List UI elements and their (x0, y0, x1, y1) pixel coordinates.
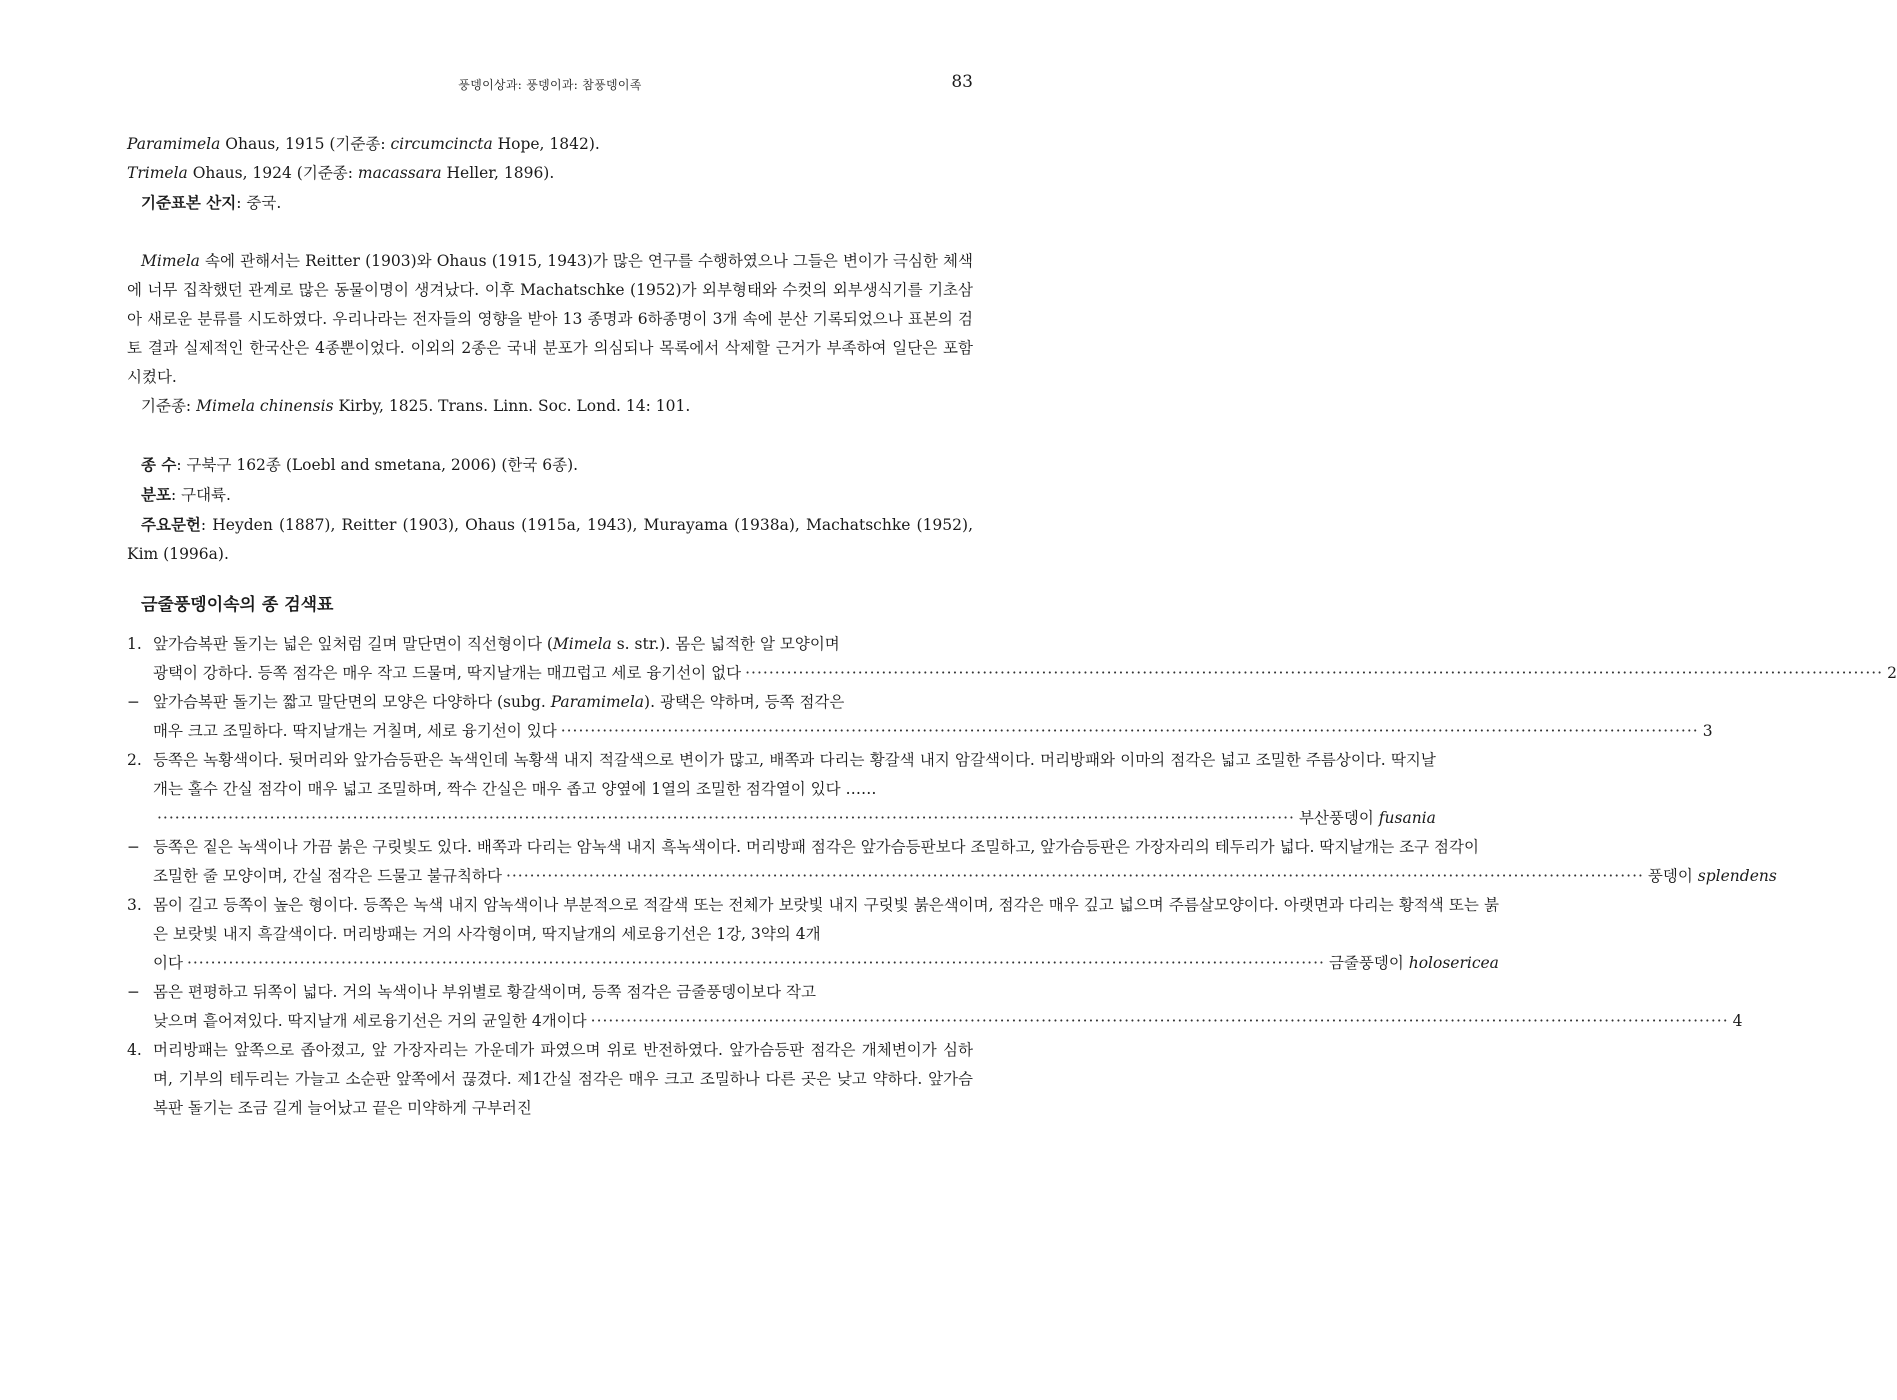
leader-line: 조밀한 줄 모양이며, 간실 점각은 드물고 불규칙하다 ····· 풍뎅이 splendens (153, 862, 1777, 891)
leader-line: 이다 ····· 금줄풍뎅이 holosericea (153, 949, 1499, 978)
type-species: 기준종: Mimela chinensis Kirby, 1825. Trans. Linn. Soc. Lond. 14: 101. (141, 397, 691, 415)
couplet-text: 등쪽은 짙은 녹색이나 가끔 붉은 구릿빛도 있다. 배쪽과 다리는 암녹색 내지 흑녹색이다. 머리방패 점각은 앞가슴등판보다 조밀하고, 앞가슴등판은 가장자리의 테두리가 넓다. 딱지날개는 조구 점각이 조밀한 줄 모양이며, 간실 점각은 드물고 불규칙하다 ····· 풍뎅이 splendens (153, 833, 1777, 891)
couplet-number: − (127, 693, 140, 711)
couplet-text: 몸이 길고 등쪽이 높은 형이다. 등쪽은 녹색 내지 암녹색이나 부분적으로 적갈색 또는 전체가 보랏빛 내지 구릿빛 붉은색이며, 점각은 매우 깊고 넓으며 주름살모양이다. 아랫면과 다리는 황적색 또는 붉은 보랏빛 내지 흑갈색이다. 머리방패는 거의 사각형이며, 딱지날개의 세로융기선은 1강, 3약의 4개 이다 ····· 금줄풍뎅이 holosericea (153, 891, 1499, 978)
synonym-line: Paramimela Ohaus, 1915 (기준종: circumcincta Hope, 1842). (127, 135, 600, 153)
intro-paragraph: Mimela 속에 관해서는 Reitter (1903)와 Ohaus (1915, 1943)가 많은 연구를 수행하였으나 그들은 변이가 극심한 체색에 너무 집착했던 관계로 많은 동물이명이 생겨났다. 이후 Machatschke (1952)가 외부형태와 수컷의 외부생식기를 기초삼아 새로운 분류를 시도하였다. 우리나라는 전자들의 영향을 받아 13 종명과 6하종명이 3개 속에 분산 기록되었으나 표본의 검토 결과 실제적인 한국산은 4종뿐이었다. 이외의 2종은 국내 분포가 의심되나 목록에서 삭제할 근거가 부족하여 일단은 포함시켰다. (127, 252, 973, 386)
dot-leader (506, 862, 1644, 891)
page-number: 83 (951, 72, 973, 92)
couplet-number: 4. (127, 1041, 142, 1059)
references: 주요문헌: Heyden (1887), Reitter (1903), Ohaus (1915a, 1943), Murayama (1938a), Machatschke (1952), Kim (1996a). (127, 515, 973, 563)
couplet-number: 1. (127, 635, 142, 653)
key-couplet (127, 891, 1499, 978)
type-locality: 기준표본 산지: 중국. (141, 193, 282, 212)
dot-leader (591, 1007, 1729, 1036)
dot-leader (561, 717, 1699, 746)
couplet-number: − (127, 983, 140, 1001)
page-body (127, 130, 1897, 1123)
couplet-target: 금줄풍뎅이 holosericea (1328, 954, 1499, 972)
key-couplet (127, 833, 1777, 891)
leader-line: 낮으며 흩어져있다. 딱지날개 세로융기선은 거의 균일한 4개이다 ····· 4 (153, 1007, 1743, 1036)
key-couplet (127, 630, 1897, 688)
couplet-target: 부산풍뎅이 fusania (1298, 809, 1436, 827)
distribution: 분포: 구대륙. (141, 485, 231, 504)
species-count: 종 수: 구북구 162종 (Loebl and smetana, 2006) (한국 6종). (141, 455, 579, 474)
couplet-text: 머리방패는 앞쪽으로 좁아졌고, 앞 가장자리는 가운데가 파였으며 위로 반전하였다. 앞가슴등판 점각은 개체변이가 심하며, 기부의 테두리는 가늘고 소순판 앞쪽에서 끊겼다. 제1간실 점각은 매우 크고 조밀하나 다른 곳은 낮고 약하다. 앞가슴복판 돌기는 조금 길게 늘어났고 끝은 미약하게 구부러진 (153, 1041, 973, 1117)
leader-line: 매우 크고 조밀하다. 딱지날개는 거칠며, 세로 융기선이 있다 ····· 3 (153, 717, 1713, 746)
couplet-target: 4 (1732, 1012, 1743, 1030)
key-couplet (127, 978, 1743, 1036)
running-head: 풍뎅이상과: 풍뎅이과: 참풍뎅이족 (458, 78, 642, 92)
dot-leader (157, 804, 1295, 833)
couplet-target: 3 (1702, 722, 1713, 740)
couplet-text: 몸은 편평하고 뒤쪽이 넓다. 거의 녹색이나 부위별로 황갈색이며, 등쪽 점각은 금줄풍뎅이보다 작고 낮으며 흩어져있다. 딱지날개 세로융기선은 거의 균일한 4개이다 ····· 4 (153, 978, 1743, 1036)
leader-line: 광택이 강하다. 등쪽 점각은 매우 작고 드물며, 딱지날개는 매끄럽고 세로 융기선이 없다 ····· 2 (153, 659, 1897, 688)
key-title: 금줄풍뎅이속의 종 검색표 (141, 595, 334, 615)
couplet-text: 앞가슴복판 돌기는 넓은 잎처럼 길며 말단면이 직선형이다 (Mimela s. str.). 몸은 넓적한 알 모양이며 광택이 강하다. 등쪽 점각은 매우 작고 드물며, 딱지날개는 매끄럽고 세로 융기선이 없다 ····· 2 (153, 630, 1897, 688)
species-name: circumcincta (390, 135, 493, 153)
leader-line (153, 804, 1436, 833)
identification-key (127, 630, 1897, 1123)
species-name: macassara (357, 164, 442, 182)
couplet-number: 2. (127, 751, 142, 769)
key-couplet (127, 1036, 973, 1123)
dot-leader (745, 659, 1883, 688)
couplet-number: − (127, 838, 140, 856)
couplet-text: 등쪽은 녹황색이다. 뒷머리와 앞가슴등판은 녹색인데 녹황색 내지 적갈색으로 변이가 많고, 배쪽과 다리는 황갈색 내지 암갈색이다. 머리방패와 이마의 점각은 넓고 조밀한 주름상이다. 딱지날개는 홀수 간실 점각이 매우 넓고 조밀하며, 짝수 간실은 매우 좁고 양옆에 1열의 조밀한 점각열이 있다 …… ····· 부산풍뎅이 fusania (153, 746, 1436, 833)
synonym-line: Trimela Ohaus, 1924 (기준종: macassara Heller, 1896). (127, 164, 555, 182)
key-couplet (127, 688, 1713, 746)
couplet-text: 앞가슴복판 돌기는 짧고 말단면의 모양은 다양하다 (subg. Paramimela). 광택은 약하며, 등쪽 점각은 매우 크고 조밀하다. 딱지날개는 거칠며, 세로 융기선이 있다 ····· 3 (153, 688, 1713, 746)
dot-leader (187, 949, 1325, 978)
key-couplet (127, 746, 1436, 833)
genus-name: Trimela (127, 164, 188, 182)
genus-name: Paramimela (127, 135, 221, 153)
couplet-target: 풍뎅이 splendens (1647, 867, 1777, 885)
couplet-target: 2 (1887, 664, 1897, 682)
couplet-number: 3. (127, 896, 142, 914)
